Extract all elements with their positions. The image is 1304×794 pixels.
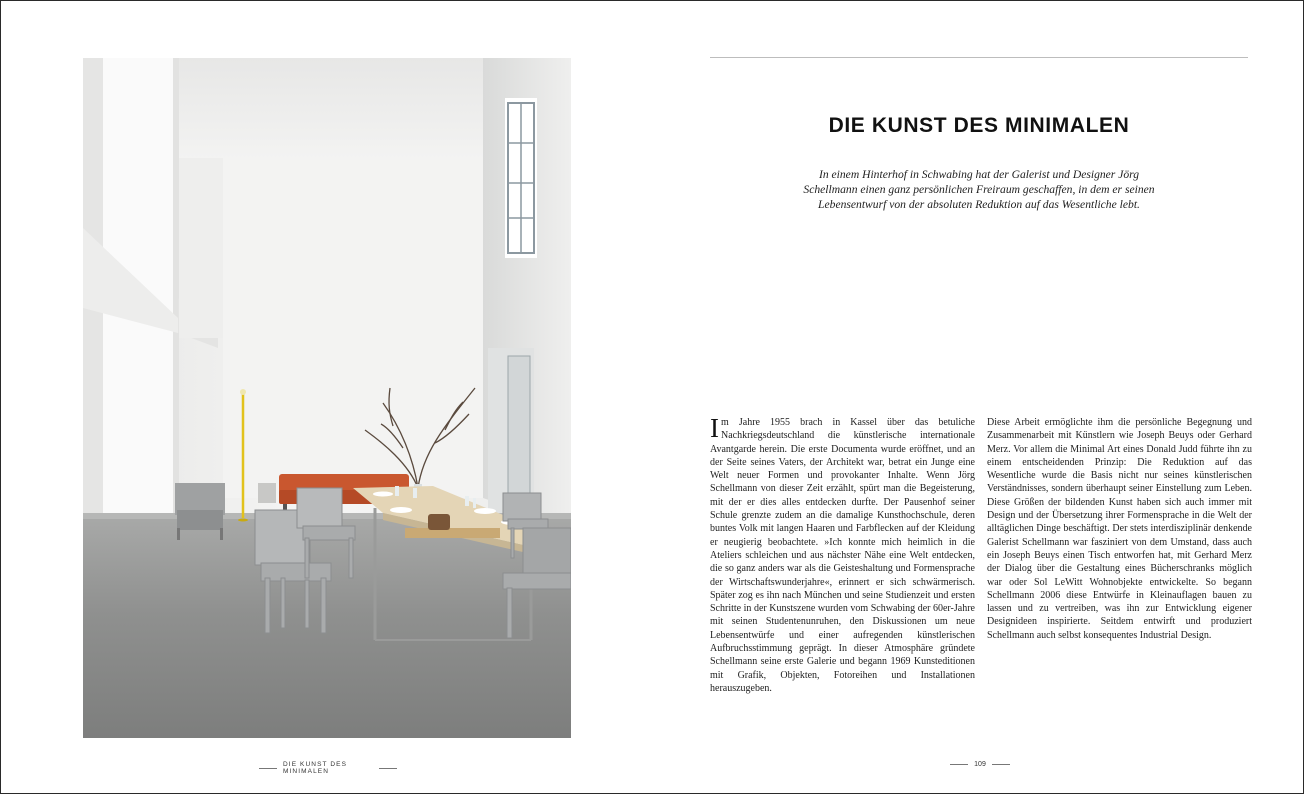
footer-rule-left bbox=[259, 768, 277, 769]
page-number: 109 bbox=[974, 761, 986, 768]
body-column-2: Diese Arbeit ermöglichte ihm die persönliche Begegnung und Zusammenarbeit mit Künstlern wie Joseph Beuys oder Gerhard Merz. Vor allem die Minimal Art eines Donald Judd führte ihn zu einem entscheidenden Prinzip: Die Reduktion auf das Wesentliche wurde die Basis nicht nur seines künstlerischen Verständnisses, sondern überhaupt seiner Einstellung zum Leben. Diese Größen der bildenden Kunst haben sich auch immer mit Design und der Übersetzung ihrer Formensprache in die Welt der alltäglichen Dinge beschäftigt. Der stets interdisziplinär denkende Galerist Schellmann war fasziniert von dem Umstand, dass auch ein Joseph Beuys einen Tisch entworfen hat, mit Gerhard Merz der Dialog über die Gestaltung eines Bücherschranks möglich war oder Sol LeWitt Wohnobjekte entwickelte. So begann Schellmann 2006 diese Entwürfe in Kleinauflagen bauen zu lassen und zu vertreiben, was ihn zur Entwicklung eigener Designideen inspirierte. Seitdem entwirft und produziert Schellmann auch selbst konsequentes Industrial Design. bbox=[987, 417, 1252, 641]
left-page-footer bbox=[259, 761, 397, 775]
footer-rule-right bbox=[379, 768, 397, 769]
bread-loaf bbox=[428, 514, 450, 530]
footer-rule-right bbox=[992, 764, 1010, 765]
top-rule bbox=[710, 57, 1248, 58]
footer-rule-left bbox=[950, 764, 968, 765]
body-column-1 bbox=[710, 413, 975, 695]
article-lede: In einem Hinterhof in Schwabing hat der Galerist und Designer Jörg Schellmann einen ganz persönlichen Freiraum geschaffen, in dem er seinen Lebensentwurf von der absoluten Reduktion auf das Wesentliche lebt. bbox=[803, 168, 1155, 211]
drop-cap: I bbox=[710, 413, 719, 443]
body-column-1-text: m Jahre 1955 brach in Kassel über das betuliche Nachkriegsdeutschland die künstlerische internationale Avantgarde herein. Die erste Documenta wurde eröffnet, und an der Seite seines Vaters, der Architekt war, betrat ein Junge eine Welt neuer Formen und provokanter Inhalte. Wenn Jörg Schellmann von dieser Zeit erzählt, spürt man die Begeisterung, mit der er dies alles entdecken durfte. Der Pausenhof seiner Schule grenzte zudem an die damalige Kunsthochschule, deren buntes Volk mit langen Haaren und Farbflecken auf der Kleidung er neugierig beobachtete. »Ich konnte mich heimlich in die Ateliers schleichen und aus nächster Nähe eine Welt entdecken, die so ganz anders war als die Geisteshaltung und Formensprache der Wirtschaftswunderjahre«, erinnert er sich schwärmerisch. Später zog es ihn nach München und seine Studienzeit und ersten Schritte in der Kunstszene wurden vom Schwabing der 60er-Jahre mit seinen Studentenunruhen, den Diskussionen um neue Lebensentwürfe und einer aufregenden künstlerischen Aufbruchsstimmung geprägt. In dieser Atmosphäre gründete Schellmann seine erste Galerie und begann 1969 Kunsteditionen mit Grafik, Objekten, Fotoreihen und Installationen herauszugeben. bbox=[710, 417, 975, 694]
interior-photo bbox=[83, 58, 571, 738]
article-title: DIE KUNST DES MINIMALEN bbox=[828, 114, 1130, 137]
running-title: DIE KUNST DES MINIMALEN bbox=[283, 761, 348, 775]
right-page-footer bbox=[949, 761, 1011, 768]
